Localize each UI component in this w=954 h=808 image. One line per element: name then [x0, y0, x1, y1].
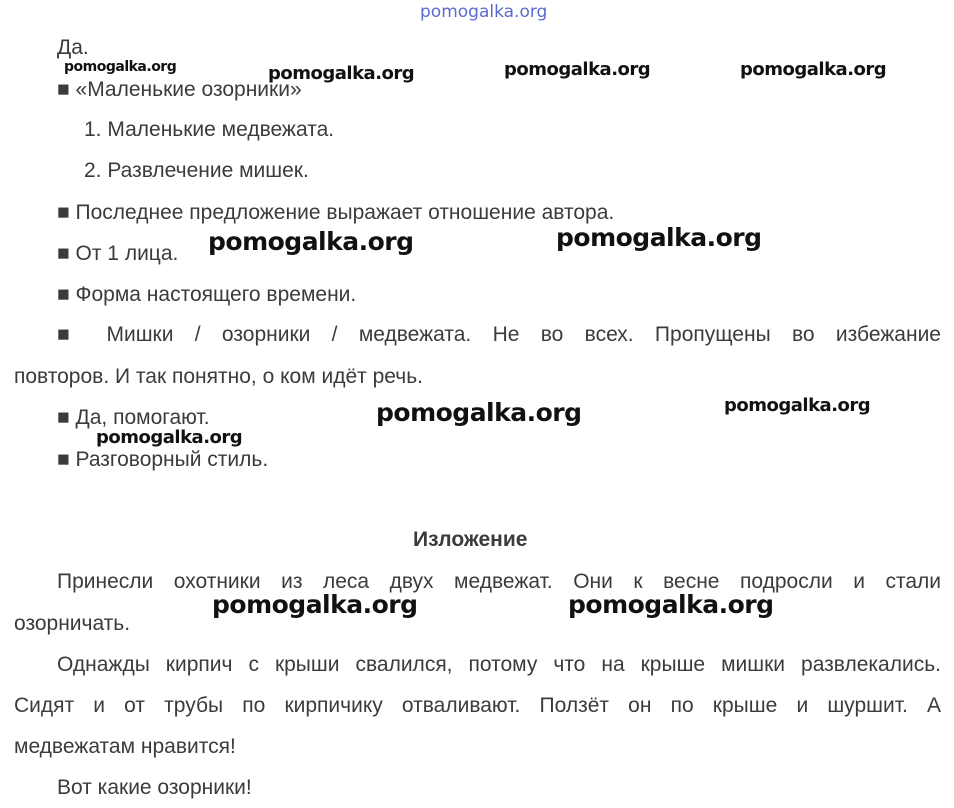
answer-title-item: ■ «Маленькие озорники»: [57, 78, 302, 101]
exposition-p1-line-2: озорничать.: [14, 612, 131, 635]
site-link[interactable]: pomogalka.org: [420, 2, 548, 22]
answer-sub-2: 2. Развлечение мишек.: [84, 159, 309, 182]
watermark: pomogalka.org: [556, 223, 762, 252]
answer-first-person: ■ От 1 лица.: [57, 242, 179, 265]
exposition-p3: Вот какие озорники!: [57, 776, 252, 799]
answer-help: ■ Да, помогают.: [57, 406, 210, 429]
exposition-p1-line-1: Принесли охотники из леса двух медвежат. Они к весне подросли и стали: [57, 570, 941, 593]
watermark: pomogalka.org: [208, 227, 414, 256]
watermark: pomogalka.org: [504, 59, 651, 80]
answer-last-sentence: ■ Последнее предложение выражает отношение автора.: [57, 201, 615, 224]
answer-synonyms-line-2: повторов. И так понятно, о ком идёт речь.: [14, 365, 423, 388]
watermark: pomogalka.org: [268, 63, 415, 84]
watermark: pomogalka.org: [724, 395, 871, 416]
watermark: pomogalka.org: [376, 398, 582, 427]
exposition-p2-line-2: Сидят и от трубы по кирпичику отваливают. Ползёт он по крыше и шуршит. А: [14, 694, 941, 717]
exposition-heading: Изложение: [413, 528, 528, 551]
answer-present-tense: ■ Форма настоящего времени.: [57, 283, 357, 306]
watermark: pomogalka.org: [96, 427, 243, 448]
exposition-p2-line-3: медвежатам нравится!: [14, 735, 236, 758]
exposition-p2-line-1: Однажды кирпич с крыши свалился, потому что на крыше мишки развлекались.: [57, 653, 941, 676]
answer-style: ■ Разговорный стиль.: [57, 448, 269, 471]
watermark: pomogalka.org: [740, 59, 887, 80]
answer-line-da: Да.: [57, 36, 89, 59]
watermark: pomogalka.org: [568, 590, 774, 619]
watermark: pomogalka.org: [212, 590, 418, 619]
answer-synonyms-line-1: ■ Мишки / озорники / медвежата. Не во всех. Пропущены во избежание: [57, 323, 941, 346]
answer-sub-1: 1. Маленькие медвежата.: [84, 118, 335, 141]
watermark: pomogalka.org: [64, 59, 177, 75]
